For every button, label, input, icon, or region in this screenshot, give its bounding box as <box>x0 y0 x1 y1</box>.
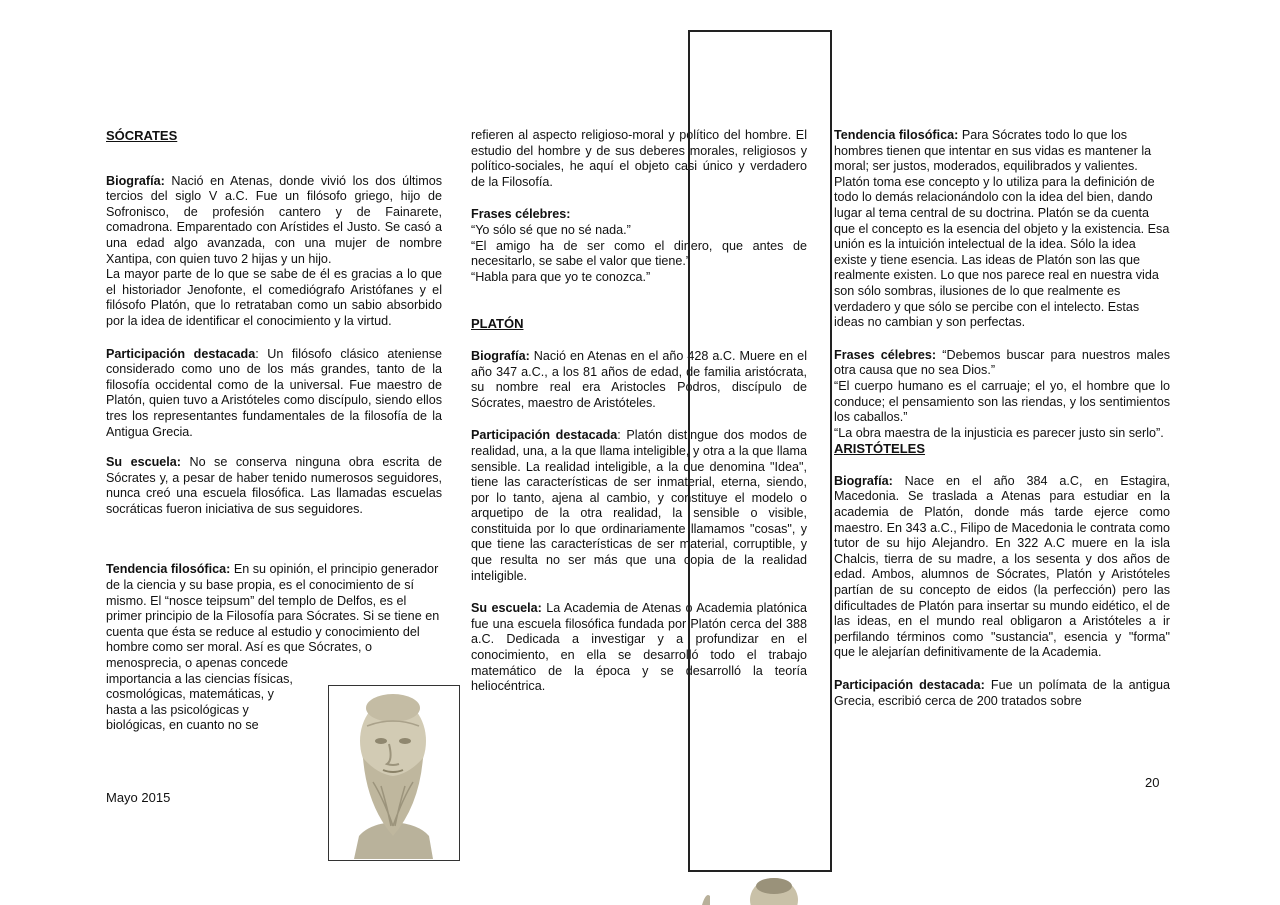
footer-date: Mayo 2015 <box>106 790 171 805</box>
aristoteles-title: ARISTÓTELES <box>834 441 926 457</box>
socrates-bust-image <box>328 685 460 861</box>
platon-participation: Participación destacada: Platón distingue dos modos de realidad, una, a la que llama inteligible, y otra a la que llama sensible. La realidad inteligible, a la que denomina "Idea", tiene las características de ser inmaterial, eterna, siendo, por lo tanto, ajena al cambio, y constituye el modelo o arquetipo de la otra realidad, la sensible o visible, constituida por lo que ordinariamente llamamos "cosas", y que tiene las características de ser material, corruptible, y que resulta no ser más que una copia de la realidad inteligible. <box>471 428 807 583</box>
socrates-school: Su escuela: No se conserva ninguna obra escrita de Sócrates y, a pesar de haber tenido numerosos seguidores, nunca creó una escuela filosófica. Las llamadas escuelas socráticas fueron iniciativa de sus seguidores. <box>106 455 442 516</box>
bust-icon <box>700 876 800 905</box>
socrates-participation: Participación destacada: Un filósofo clásico ateniense considerado como uno de los más grandes, tanto de la filosofía occidental como de la universal. Fue maestro de Platón, quien tuvo a Aristóteles como discípulo, siendo ellos tres los representantes fundamentales de la filosofía de la Antigua Grecia. <box>106 346 442 439</box>
platon-quotes: Frases célebres: “Debemos buscar para nuestros males otra causa que no sea Dios.” <box>834 347 1170 378</box>
column-1 <box>106 128 442 734</box>
socrates-tendency: Tendencia filosófica: En su opinión, el principio generador de la ciencia y su base propia, es el conocimiento de sí mismo. El “nosce teipsum” del templo de Delfos, es el primer principio de la Filosofía para Sócrates. Si se tiene en cuenta que ésta se reduce al estudio y conocimiento del hombre como ser moral. Así es que Sócrates, o <box>106 562 440 655</box>
socrates-quote: “Yo sólo sé que no sé nada.” <box>471 222 631 237</box>
socrates-tendency-lines: menosprecia, o apenas concede importancia a las ciencias físicas, cosmológicas, matemáticas, y hasta a las psicológicas y biológicas, en cuanto no se <box>106 656 293 733</box>
socrates-quote: “El amigo ha de ser como el dinero, que antes de necesitarlo, se sabe el valor que tiene.” <box>471 238 807 269</box>
platon-school: Su escuela: La Academia de Atenas o Academia platónica fue una escuela filosófica fundada por Platón cerca del 388 a.C. Dedicada a investigar y a profundizar en el conocimiento, en ella se desarrolló todo el trabajo matemático de la época y se desarrolló la teoría heliocéntrica. <box>471 601 807 694</box>
platon-title: PLATÓN <box>471 316 524 332</box>
decorative-frame <box>688 30 832 872</box>
socrates-quote: “Habla para que yo te conozca.” <box>471 269 651 284</box>
partial-bust-image <box>700 876 800 905</box>
page-number: 20 <box>1145 775 1160 790</box>
column-3 <box>834 128 1170 709</box>
platon-quote: “La obra maestra de la injusticia es parecer justo sin serlo”. <box>834 425 1164 440</box>
platon-biography: Biografía: Nació en Atenas en el año 428 a.C. Muere en el año 347 a.C., a los 81 años de edad, de familia aristócrata, su nombre real era Aristocles Podros, discípulo de Sócrates, maestro de Aristóteles. <box>471 348 807 410</box>
socrates-biography: Biografía: Nació en Atenas, donde vivió los dos últimos tercios del siglo V a.C. Fue un filósofo griego, hijo de Sofronisco, de profesión cantero y de Fainarete, comadrona. Emparentado con Arístides el Justo. Se casó a una edad algo avanzada, con una mujer de nombre Xantipa, con quien tuvo 2 hijas y un hijo. <box>106 173 442 266</box>
aristoteles-participation: Participación destacada: Fue un polímata de la antigua Grecia, escribió cerca de 200 tratados sobre <box>834 678 1170 708</box>
socrates-tendency-continued: refieren al aspecto religioso-moral y político del hombre. El estudio del hombre y de sus deberes morales, religiosos y político-sociales, he aquí el objeto casi único y verdadero de la Filosofía. <box>471 128 807 189</box>
bust-icon <box>329 686 458 859</box>
socrates-biography-cont: La mayor parte de lo que se sabe de él es gracias a lo que el historiador Jenofonte, el comediógrafo Aristófanes y el filósofo Platón, que lo retrataban como un sabio absorbido por la idea de identificar el conocimiento y la virtud. <box>106 267 442 328</box>
aristoteles-biography: Biografía: Nace en el año 384 a.C, en Estagira, Macedonia. Se traslada a Atenas para estudiar en la academia de Platón, donde más tarde ejerce como maestro. En 343 a.C., Filipo de Macedonia le contrata como tutor de su hijo Alejandro. En 322 A.C muere en la isla Chalcis, tierra de su madre, a los sesenta y dos años de edad. Ambos, alumnos de Sócrates, Platón y Aristóteles partían de su concepto de eidos (la perfección) pero las dificultades de Platón para insertar su mundo eidético, el de las ideas, en el mundo real obligaron a Aristóteles a ir perfilando términos como "sustancia", esencia y "forma" que le alejarían definitivamente de la Academia. <box>834 473 1170 660</box>
socrates-quotes-label: Frases célebres: <box>471 207 571 222</box>
platon-tendency: Tendencia filosófica: Para Sócrates todo lo que los hombres tienen que intentar en sus vidas es mantener la moral; ser justos, moderados, equilibrados y valientes. Platón toma ese concepto y lo utiliza para la definición de todo lo demás relacionándolo con la idea del bien, dando lugar al tema central de su doctrina. Platón se da cuenta que el concepto es la esencia del objeto y la existencia. Esa unión es la intuición intelectual de la idea. Sólo la idea existe y tiene esencia. Las ideas de Platón son las que realmente existen. Lo que nos parece real en nuestra vida son sólo sombras, ilusiones de lo que realmente es verdadero y que sólo se percibe con el intelecto. Estas ideas no cambian y son perfectas. <box>834 128 1170 330</box>
platon-quote: “El cuerpo humano es el carruaje; el yo, el hombre que lo conduce; el pensamiento son las riendas, y los sentimientos los caballos.” <box>834 378 1170 425</box>
socrates-title: SÓCRATES <box>106 128 178 143</box>
